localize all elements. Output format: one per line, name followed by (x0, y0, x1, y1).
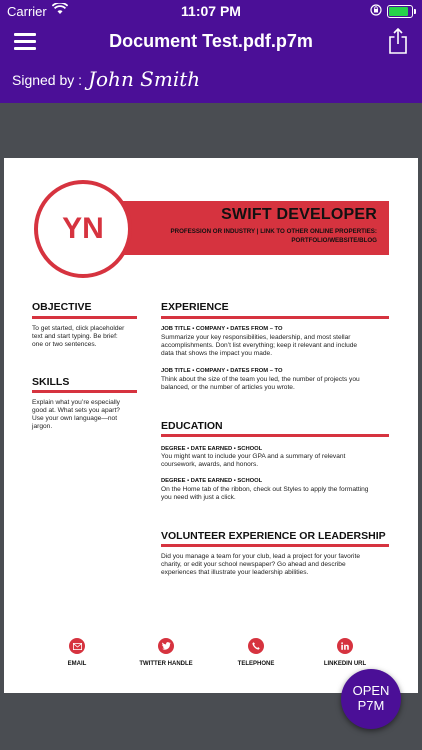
phone-icon (248, 638, 264, 654)
degree-title: DEGREE • DATE EARNED • SCHOOL (161, 446, 263, 452)
resume-initials: YN (62, 212, 104, 245)
twitter-icon (158, 638, 174, 654)
social-telephone (206, 638, 306, 667)
battery-icon (387, 5, 413, 18)
social-label: EMAIL (67, 661, 87, 667)
skills-line: good at. What sets you apart? (32, 407, 120, 414)
open-button-label: P7M (357, 698, 385, 713)
section-divider (161, 316, 389, 319)
resume-subtitle: PROFESSION OR INDUSTRY | LINK TO OTHER ONLINE PROPERTIES: (170, 228, 377, 235)
social-label: TELEPHONE (237, 661, 275, 667)
objective-heading: OBJECTIVE (32, 301, 92, 313)
section-divider (32, 316, 137, 319)
document-page (4, 158, 418, 693)
job-description-line: Think about the size of the team you led, the number of projects you (161, 376, 360, 383)
skills-line: Use your own language—not (32, 415, 118, 422)
social-twitter (116, 638, 216, 667)
objective-line: one or two sentences. (32, 341, 97, 348)
job-description-line: balanced, or the number of articles you wrote. (161, 384, 295, 391)
skills-line: jargon. (32, 423, 53, 430)
carrier-label: Carrier (7, 4, 47, 19)
experience-heading: EXPERIENCE (161, 301, 229, 313)
share-button[interactable] (388, 28, 408, 54)
header-banner (100, 201, 389, 255)
section-divider (161, 544, 389, 547)
volunteer-line: charity, or edit your school newspaper? Go ahead and describe (161, 561, 346, 568)
linkedin-icon (337, 638, 353, 654)
volunteer-heading: VOLUNTEER EXPERIENCE OR LEADERSHIP (161, 530, 386, 542)
social-email (27, 638, 127, 667)
job-title: JOB TITLE • COMPANY • DATES FROM – TO (161, 368, 283, 374)
education-heading: EDUCATION (161, 420, 223, 432)
job-description-line: accomplishments. Don’t list everything; keep it relevant and include (161, 342, 358, 349)
status-time: 11:07 PM (181, 3, 241, 19)
social-label: LINKEDIN URL (323, 661, 367, 667)
signed-by-label: Signed by : (12, 72, 83, 88)
volunteer-line: Did you manage a team for your club, lead a project for your favorite (161, 553, 361, 560)
objective-line: To get started, click placeholder (32, 325, 125, 332)
section-divider (32, 390, 137, 393)
open-p7m-button[interactable] (341, 669, 401, 729)
degree-description-line: coursework, awards, and honors. (161, 461, 259, 468)
section-divider (161, 434, 389, 437)
signer-name: John Smith (88, 67, 201, 91)
document-title: Document Test.pdf.p7m (109, 31, 313, 51)
job-description-line: data that shows the impact you made. (161, 350, 273, 357)
degree-description-line: you need with just a click. (161, 494, 236, 501)
rotation-lock-icon (370, 4, 382, 19)
social-linkedin (295, 638, 395, 667)
job-title: JOB TITLE • COMPANY • DATES FROM – TO (161, 326, 283, 332)
initials-badge (34, 180, 132, 278)
degree-title: DEGREE • DATE EARNED • SCHOOL (161, 478, 263, 484)
objective-line: text and start typing. Be brief: (32, 333, 118, 340)
share-icon (388, 28, 408, 54)
resume-subtitle: PORTFOLIO/WEBSITE/BLOG (291, 237, 377, 244)
skills-line: Explain what you’re especially (32, 399, 120, 406)
degree-description-line: On the Home tab of the ribbon, check out Styles to apply the formatting (161, 486, 369, 493)
volunteer-line: experiences that illustrate your leadership abilities. (161, 569, 309, 576)
resume-role: SWIFT DEVELOPER (221, 206, 377, 223)
skills-heading: SKILLS (32, 376, 70, 388)
status-bar (0, 0, 422, 22)
open-button-label: OPEN (352, 683, 390, 698)
job-description-line: Summarize your key responsibilities, leadership, and most stellar (161, 334, 351, 341)
degree-description-line: You might want to include your GPA and a summary of relevant (161, 453, 346, 460)
email-icon (69, 638, 85, 654)
social-label: TWITTER HANDLE (139, 661, 193, 667)
navigation-bar (0, 0, 422, 103)
